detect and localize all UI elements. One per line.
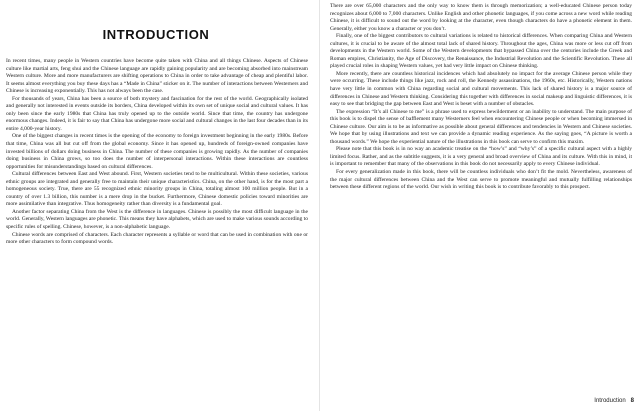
paragraph: One of the biggest changes in recent times is the opening of the economy to foreign investment beginning in the early 1980s. Before that time, China was all but cut off from the global economy. Since it has opened up, hundreds of foreign-owned companies have invested billions of dollars doing business in China. The number of these companies is growing rapidly. As the number of companies doing business in China grows, so too does the number of interpersonal interactions. Within these interactions are countless opportunities for misunderstandings based on cultural differences. xyxy=(6,133,308,170)
paragraph: Chinese words are comprised of characters. Each character represents a syllable or word that can be used in combination with one or more other characters to form compound words. xyxy=(6,231,308,246)
paragraph: The expression “It’s all Chinese to me” is a phrase used to express bewilderment or an inability to understand. The main purpose of this book is to dispel the sense of bafflement many Westerners feel when encountering Chinese people or when becoming immersed in Chinese culture. Our aim is to be as informative as possible about general differences and tendencies in Western and Chinese societies. We hope that by using illustrations and text we can provide a dynamic reading experience. As the saying goes, “A picture is worth a thousand words.” We hope the experiential nature of the illustrations in this book can serve to confirm this maxim. xyxy=(330,108,632,145)
paragraph: Please note that this book is in no way an academic treatise on the “how’s” and “why’s” of a specific cultural aspect with a highly limited focus. Rather, and as the subtitle suggests, it is a very general and broad overview of China and its culture. With this in mind, it is important to remember that many of the observations in this book do not necessarily apply to every Chinese individual. xyxy=(330,146,632,168)
running-head: Introduction xyxy=(594,398,626,404)
right-page-body xyxy=(330,3,632,398)
paragraph: For every generalization made in this book, there will be countless individuals who don’t fit the mold. Nevertheless, awareness of the major cultural differences between China and the West can serve to promote meaningful and mutually fulfilling relationships between these different regions of the world. Our wish in writing this book is to contribute favorably to this prospect. xyxy=(330,169,632,191)
chapter-title: INTRODUCTION xyxy=(102,27,210,42)
paragraph: In recent times, many people in Western countries have become quite taken with China and all things Chinese. Aspects of Chinese culture like martial arts, feng shui and the Chinese language are rapidly gaining popularity and are becoming absorbed into mainstream Western culture. More and more manufacturers are shifting operations to China in order to take advantage of cheap and plentiful labor. It seems almost everything you buy these days has a “Made in China” sticker on it. The number of interactions between Westerners and Chinese is increasing exponentially. This has not always been the case. xyxy=(6,58,308,95)
left-page-body xyxy=(6,58,308,398)
paragraph: Cultural differences between East and West abound. First, Western societies tend to be multicultural. Within these societies, various ethnic groups are integrated and generally free to maintain their unique characteristics. China, on the other hand, is for the most part a homogeneous society. True, there are 55 recognized ethnic minority groups in China, totaling almost 100 million people. But in a country of over 1.3 billion, this number is a mere drop in the bucket. Furthermore, Chinese domestic policies toward minorities are more assimilative than integrative. Thus homogeneity rather than diversity is a fundamental goal. xyxy=(6,171,308,208)
paragraph: For thousands of years, China has been a source of both mystery and fascination for the rest of the world. Geographically isolated and generally not interested in events outside its borders, China developed within its own set of unique social and cultural values. It has only been since the early 1980s that China has truly opened up to the outside world. Since that time, the country has undergone enormous changes. Indeed, it is fair to say that China has undergone more social and cultural changes in the last four decades than in its entire 4,000-year history. xyxy=(6,95,308,132)
page-footer xyxy=(594,398,634,404)
paragraph: Another factor separating China from the West is the difference in languages. Chinese is possibly the most difficult language in the world. Generally, Western languages are phonetic. This means they have alphabets, which are used to make various sounds according to specific rules of spelling. Chinese, however, is a non-alphabetic language. xyxy=(6,208,308,231)
right-page xyxy=(330,0,630,411)
left-page xyxy=(6,0,306,411)
paragraph: More recently, there are countless historical incidences which had absolutely no impact for the average Chinese person while they were occurring. These include things like jazz, rock and roll, the Kennedy assassinations, the 1960s, etc. Historically, Western nations have very little in common with China regarding social and cultural movements. This lack of shared history is a major source of differences in Chinese and Western thinking. Considering this together with differences in social makeup and linguistic differences, it is easy to see that bridging the gap between East and West is beset with a number of obstacles. xyxy=(330,70,632,108)
page-number: 8 xyxy=(630,398,634,404)
paragraph: Finally, one of the biggest contributors to cultural variations is related to historical differences. When comparing China and Western cultures, it is crucial to be aware of the almost total lack of shared history. Throughout the ages, China was more or less cut off from developments in the Western world. Some of the Western developments that bypassed China over the centuries include the Greek and Roman empires, Christianity, the Age of Discovery, the Renaissance, the Industrial Revolution and the Scientific Revolution. These all played crucial roles in shaping Western values, yet had very little impact on Chinese thinking. xyxy=(330,33,632,70)
page-gutter xyxy=(319,0,320,411)
paragraph: There are over 65,000 characters and the only way to know them is through memorization; a well-educated Chinese person today recognizes about 6,000 to 7,000 characters. Unlike English and other phonetic languages, if you come across a new word while reading Chinese, it is difficult to sound out the word by looking at the character, even though characters do have a phonetic element in them. Generally, either you know a character or you don’t. xyxy=(330,3,632,32)
